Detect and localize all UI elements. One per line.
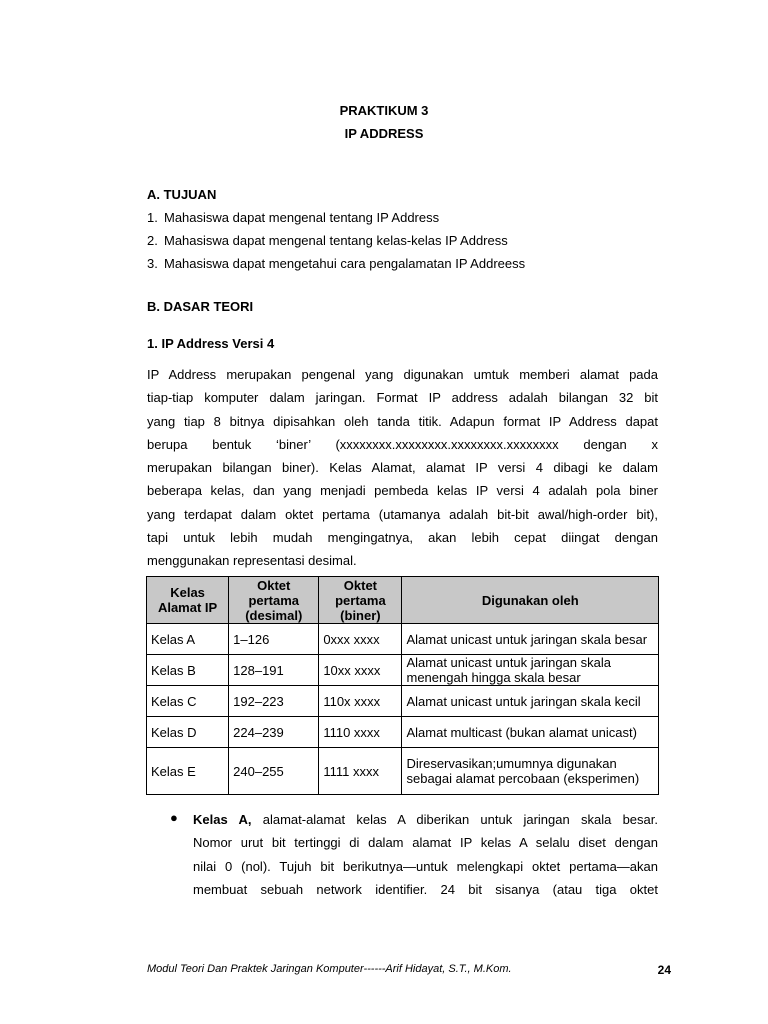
table-cell: 10xx xxxx (319, 655, 402, 686)
table-cell: 1110 xxxx (319, 717, 402, 748)
list-number: 3. (147, 256, 158, 271)
table-row (147, 655, 659, 686)
table-cell: Alamat unicast untuk jaringan skala besar (402, 624, 659, 655)
list-text: Mahasiswa dapat mengenal tentang IP Address (164, 210, 440, 225)
paragraph-line: yang terdapat dalam oktet pertama (utamanya adalah bit-bit awal/high-order bit), (147, 506, 658, 522)
table-cell: 224–239 (229, 717, 319, 748)
table-cell: 128–191 (229, 655, 319, 686)
table-cell: 192–223 (229, 686, 319, 717)
table-header-row (147, 577, 659, 624)
list-text: Mahasiswa dapat mengenal tentang kelas-kelas IP Address (164, 233, 508, 248)
paragraph-line (193, 808, 658, 831)
paragraph-line: tapi untuk lebih mudah mengingatnya, akan lebih cepat diingat dengan (147, 530, 658, 546)
column-header: Digunakan oleh (402, 577, 659, 624)
table-cell: Alamat multicast (bukan alamat unicast) (402, 717, 659, 748)
section-a-heading: A. TUJUAN (147, 187, 217, 202)
table-cell: 1111 xxxx (319, 748, 402, 795)
paragraph-line: nilai 0 (nol). Tujuh bit berikutnya—untuk melengkapi oktet pertama—akan (193, 858, 658, 874)
page-title: PRAKTIKUM 3 (339, 103, 429, 118)
column-header: Oktet pertama (desimal) (229, 577, 319, 624)
table-cell: 110x xxxx (319, 686, 402, 717)
body-paragraph (147, 363, 658, 573)
list-item (147, 210, 439, 225)
list-text: Mahasiswa dapat mengetahui cara pengalamatan IP Addreess (164, 256, 526, 271)
paragraph-line: Nomor urut bit tertinggi di dalam alamat IP kelas A selalu diset dengan (193, 835, 658, 851)
footer-text: Modul Teori Dan Praktek Jaringan Komputer------Arif Hidayat, S.T., M.Kom. (147, 963, 512, 975)
ip-class-table (146, 576, 659, 795)
page-number: 24 (657, 963, 671, 977)
table-cell: Alamat unicast untuk jaringan skala kecil (402, 686, 659, 717)
table-cell: 240–255 (229, 748, 319, 795)
table-cell: Kelas E (147, 748, 229, 795)
table-cell: Kelas A (147, 624, 229, 655)
list-number: 1. (147, 210, 158, 225)
table-cell: Kelas C (147, 686, 229, 717)
table-row (147, 717, 659, 748)
table-row (147, 748, 659, 795)
page-subtitle: IP ADDRESS (344, 126, 424, 141)
paragraph-line: menggunakan representasi desimal. (147, 553, 357, 569)
paragraph-line: membuat sebuah network identifier. 24 bit sisanya (atau tiga oktet (193, 881, 658, 897)
paragraph-line: merupakan bilangan biner). Kelas Alamat, alamat IP versi 4 dibagi ke dalam (147, 460, 658, 476)
table-cell: Alamat unicast untuk jaringan skala menengah hingga skala besar (402, 655, 659, 686)
table-cell: 1–126 (229, 624, 319, 655)
table-row (147, 624, 659, 655)
paragraph-line: tiap-tiap komputer dalam jaringan. Format IP address adalah bilangan 32 bit (147, 390, 658, 406)
bullet-line-text: alamat-alamat kelas A diberikan untuk jaringan skala besar. (262, 812, 658, 827)
bullet-dot-icon: ● (170, 810, 178, 825)
paragraph-line: beberapa kelas, dan yang menjadi pembeda kelas IP versi 4 adalah pola biner (147, 483, 658, 499)
list-item (147, 233, 508, 248)
table-cell: 0xxx xxxx (319, 624, 402, 655)
table-cell: Kelas D (147, 717, 229, 748)
column-header: Oktet pertama (biner) (319, 577, 402, 624)
bullet-lead: Kelas A, (193, 812, 252, 827)
table-cell: Kelas B (147, 655, 229, 686)
section-b-subheading: 1. IP Address Versi 4 (147, 336, 275, 351)
paragraph-line: yang tiap 8 bitnya dipisahkan oleh tanda titik. Adapun format IP Address dapat (147, 413, 658, 429)
paragraph-line: berupa bentuk ‘biner’ (xxxxxxxx.xxxxxxxx.xxxxxxxx.xxxxxxxx dengan x (147, 436, 658, 452)
list-number: 2. (147, 233, 158, 248)
table-row (147, 686, 659, 717)
bullet-paragraph (193, 808, 658, 901)
section-b-heading: B. DASAR TEORI (147, 299, 254, 314)
list-item (147, 256, 525, 271)
page-footer (147, 963, 671, 975)
paragraph-line: IP Address merupakan pengenal yang digunakan umtuk memberi alamat pada (147, 367, 658, 382)
table-cell: Direservasikan;umumnya digunakan sebagai alamat percobaan (eksperimen) (402, 748, 659, 795)
column-header: Kelas Alamat IP (147, 577, 229, 624)
